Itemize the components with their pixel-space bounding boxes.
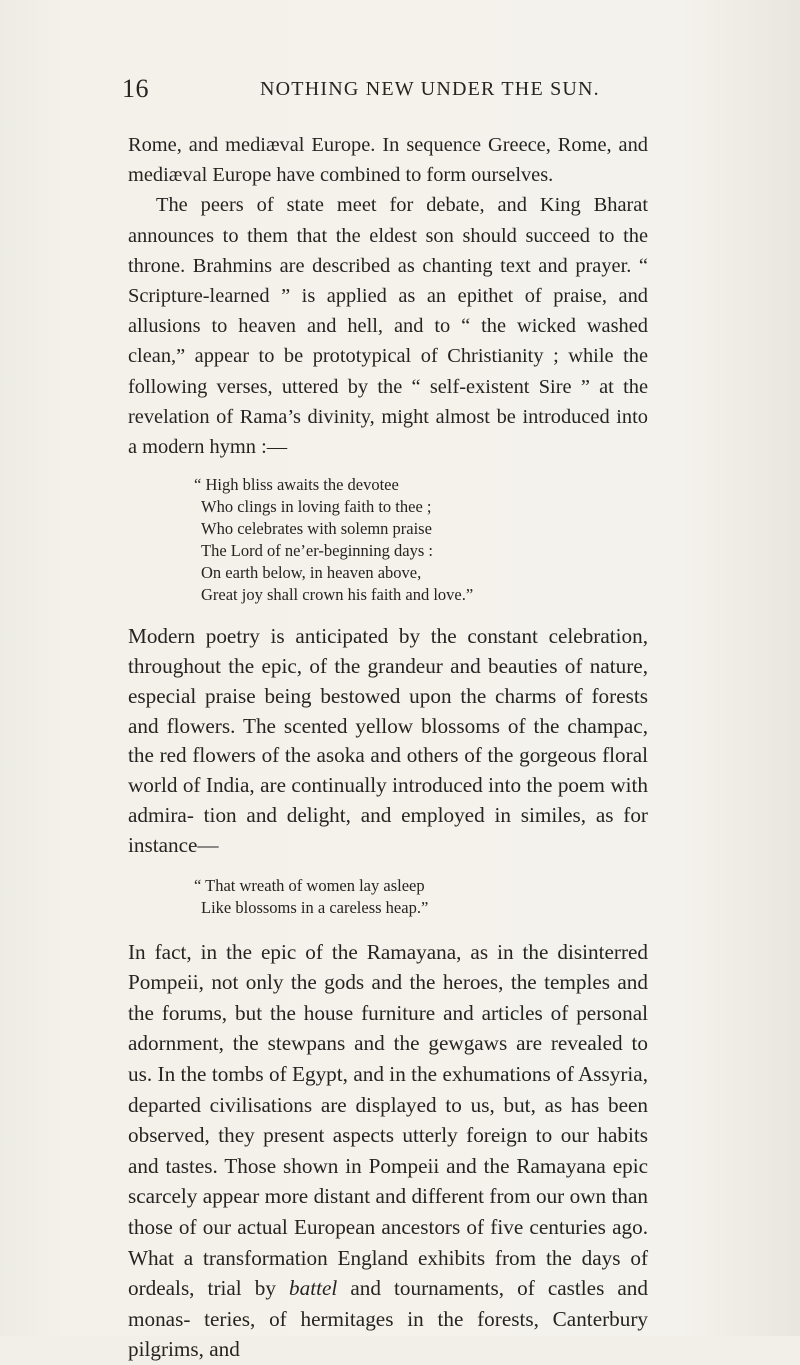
paragraph-3 xyxy=(128,937,648,1365)
poem-1-line: Who clings in loving faith to thee ; xyxy=(201,497,432,517)
paragraph-1-main: The peers of state meet for debate, and King Bharat announces to them that the eldest son should succeed to the throne. Brahmins are described as chanting text and prayer. “ Scripture-learned ” is applied as an epithet of praise, and allusions to heaven and hell, and to “ the wicked washed clean,” appear to be prototypical of Christianity ; while the following verses, uttered by the “ self-existent Sire ” at the revelation of Rama’s divinity, might almost be introduced into a modern hymn :— xyxy=(128,194,648,459)
poem-1-line: The Lord of ne’er-beginning days : xyxy=(201,541,433,561)
paragraph-1 xyxy=(128,130,648,462)
poem-1-line: Great joy shall crown his faith and love.” xyxy=(201,585,474,605)
italic-word-battel: battel xyxy=(289,1276,338,1301)
page-header xyxy=(122,74,652,114)
paragraph-1-opening: Rome, and mediæval Europe. In sequence Greece, Rome, and mediæval Europe have combined to form ourselves. xyxy=(128,134,648,187)
running-head: NOTHING NEW UNDER THE SUN. xyxy=(260,78,600,100)
poem-1-line: “ High bliss awaits the devotee xyxy=(194,475,399,495)
paragraph-3-text-end: and tournaments, of castles and monas- teries, of hermitages in the forests, Canterbury pilgrims, and xyxy=(128,1276,648,1362)
poem-2-line: “ That wreath of women lay asleep xyxy=(194,875,425,895)
poem-1-line: On earth below, in heaven above, xyxy=(201,563,422,583)
poem-quotation-1 xyxy=(194,474,648,606)
paragraph-2: Modern poetry is anticipated by the constant celebration, throughout the epic, of the grandeur and beauties of nature, especial praise being bestowed upon the charms of forests and flowers. The scented yellow blossoms of the champac, the red flowers of the asoka and others of the gorgeous floral world of India, are continually introduced into the poem with admira- tion and delight, and employed in similes, as for instance— xyxy=(128,624,648,857)
poem-2-line: Like blossoms in a careless heap.” xyxy=(201,897,429,917)
poem-1-line: Who celebrates with solemn praise xyxy=(201,519,432,539)
poem-quotation-2 xyxy=(194,875,648,919)
page-number: 16 xyxy=(122,74,149,103)
page-body xyxy=(128,130,648,1365)
paragraph-3-text: In fact, in the epic of the Ramayana, as in the disinterred Pompeii, not only the gods and the heroes, the temples and the forums, but the house furniture and articles of personal adornment, the stewpans and the gewgaws are revealed to us. In the tombs of Egypt, and in the exhumations of Assyria, departed civilisations are displayed to us, but, as has been observed, they present aspects utterly foreign to our habits and tastes. Those shown in Pompeii and the Ramayana epic scarcely appear more distant and different from our own than those of our actual European ancestors of five centuries ago. What a transformation England exhibits from the days of ordeals, trial by xyxy=(128,939,648,1301)
